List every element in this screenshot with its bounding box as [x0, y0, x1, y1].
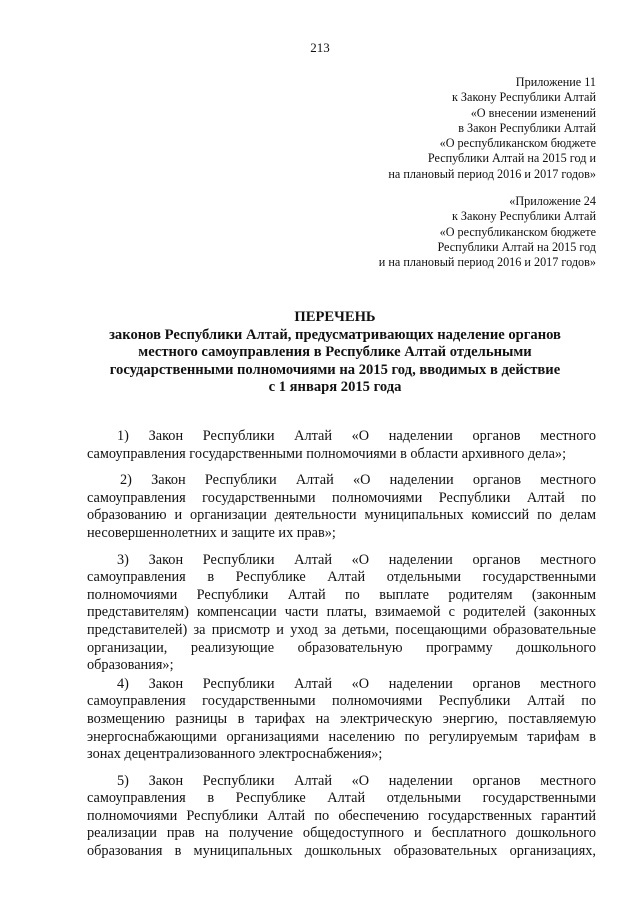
list-item-line: образованию и организации деятельности муниципальных комиссий по делам: [87, 507, 596, 524]
list-item-line: самоуправления государственными полномочиями Республики Алтай по: [87, 693, 596, 710]
list-item-line: самоуправления государственными полномочиями Республики Алтай по: [87, 489, 596, 506]
list-item-line: возмещению разницы в тарифах на электрическую энергию, поставляемую: [87, 710, 596, 727]
annex-header-1: [388, 75, 596, 182]
list-item-line: 5) Закон Республики Алтай «О наделении органов местного: [117, 772, 596, 789]
list-item-line: самоуправления в Республике Алтай отдельными государственными: [87, 569, 596, 586]
list-item-line: самоуправления в Республике Алтай отдельными государственными: [87, 790, 596, 807]
annex-1-line: «О внесении изменений: [470, 105, 596, 120]
annex-1-line: Приложение 11: [515, 75, 596, 89]
list-item: [87, 676, 596, 764]
annex-1-line: «О республиканском бюджете: [439, 136, 596, 151]
list-item: [87, 552, 596, 675]
list-item: [87, 428, 596, 463]
annex-2-line: «О республиканском бюджете: [439, 224, 596, 239]
list-item-line: полномочиями Республики Алтай по выплате родителям (законным: [87, 586, 596, 603]
list-item-line: зонах децентрализованного электроснабжения»;: [87, 746, 383, 763]
document-title: [70, 309, 600, 397]
annex-2-line: к Закону Республики Алтай: [451, 209, 596, 224]
list-item-line: самоуправления государственными полномочиями в области архивного дела»;: [87, 445, 567, 462]
list-item-line: 3) Закон Республики Алтай «О наделении органов местного: [117, 551, 596, 568]
list-item-line: представителям) компенсации части платы, взимаемой с родителей (законных: [87, 604, 596, 621]
annex-2-line: Республики Алтай на 2015 год: [437, 239, 596, 254]
list-item-line: организации, реализующие образовательную программу дошкольного: [87, 639, 596, 656]
list-item: [87, 773, 596, 861]
list-item-line: образования»;: [87, 657, 174, 674]
title-line: с 1 января 2015 года: [268, 379, 402, 396]
title-line: государственными полномочиями на 2015 год, вводимых в действие: [109, 361, 561, 378]
list-item-line: полномочиями Республики Алтай по обеспечению государственных гарантий: [87, 807, 596, 824]
list-item-line: представителей) за присмотр и уход за детьми, посещающими образовательные: [87, 621, 596, 638]
annex-header-2: [379, 194, 596, 270]
page-number: 213: [310, 40, 330, 55]
annex-1-line: на плановый период 2016 и 2017 годов»: [388, 166, 596, 181]
list-item-line: несовершеннолетних и защите их прав»;: [87, 524, 336, 541]
annex-1-line: Республики Алтай на 2015 год и: [427, 151, 596, 166]
list-item: [87, 472, 596, 542]
laws-list: [87, 428, 596, 861]
list-item-line: образования в муниципальных дошкольных образовательных организациях,: [87, 843, 596, 860]
annex-1-line: в Закон Республики Алтай: [458, 120, 596, 135]
list-item-line: 4) Закон Республики Алтай «О наделении органов местного: [117, 675, 596, 692]
list-item-line: реализации прав на получение общедоступного и бесплатного дошкольного: [87, 825, 596, 842]
title-line: местного самоуправления в Республике Алтай отдельными: [138, 344, 532, 361]
title-line: законов Республики Алтай, предусматривающих наделение органов: [109, 326, 561, 343]
list-item-line: 2) Закон Республики Алтай «О наделении органов местного: [120, 472, 596, 489]
list-item-line: энергоснабжающими организациями населению по регулируемым тарифам в: [87, 728, 596, 745]
annex-1-line: к Закону Республики Алтай: [451, 90, 596, 105]
title-heading: ПЕРЕЧЕНЬ: [294, 309, 376, 325]
annex-2-line: «Приложение 24: [509, 194, 596, 208]
list-item-line: 1) Закон Республики Алтай «О наделении органов местного: [117, 428, 596, 444]
annex-2-line: и на плановый период 2016 и 2017 годов»: [378, 255, 596, 270]
